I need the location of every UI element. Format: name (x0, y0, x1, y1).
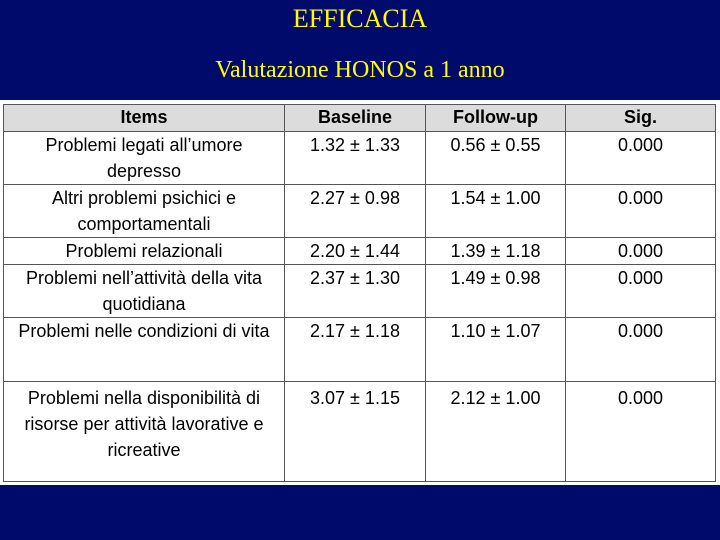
table-row (4, 318, 716, 382)
table-row (4, 382, 716, 482)
column-header-follow-up: Follow-up (426, 105, 566, 132)
column-header-items: Items (4, 105, 285, 132)
column-header-sig: Sig. (566, 105, 716, 132)
table-row (4, 132, 716, 185)
table-row (4, 238, 716, 265)
table-row (4, 265, 716, 318)
item-cell: Problemi nelle condizioni di vita (4, 318, 285, 382)
sig-cell: 0.000 (566, 382, 716, 482)
baseline-cell: 1.32 ± 1.33 (285, 132, 426, 185)
sig-cell: 0.000 (566, 318, 716, 382)
baseline-cell: 2.27 ± 0.98 (285, 185, 426, 238)
table-header-row (4, 105, 716, 132)
item-cell: Problemi nell’attività della vita quotidiana (4, 265, 285, 318)
column-header-baseline: Baseline (285, 105, 426, 132)
slide-subtitle: Valutazione HONOS a 1 anno (215, 57, 505, 83)
follow-up-cell: 1.10 ± 1.07 (426, 318, 566, 382)
sig-cell: 0.000 (566, 265, 716, 318)
item-cell: Altri problemi psichici e comportamentali (4, 185, 285, 238)
follow-up-cell: 1.39 ± 1.18 (426, 238, 566, 265)
baseline-cell: 2.37 ± 1.30 (285, 265, 426, 318)
table-panel (0, 100, 720, 485)
sig-cell: 0.000 (566, 185, 716, 238)
follow-up-cell: 0.56 ± 0.55 (426, 132, 566, 185)
honos-table (3, 104, 716, 482)
baseline-cell: 2.20 ± 1.44 (285, 238, 426, 265)
baseline-cell: 3.07 ± 1.15 (285, 382, 426, 482)
sig-cell: 0.000 (566, 238, 716, 265)
sig-cell: 0.000 (566, 132, 716, 185)
follow-up-cell: 2.12 ± 1.00 (426, 382, 566, 482)
table-row (4, 185, 716, 238)
item-cell: Problemi nella disponibilità di risorse per attività lavorative e ricreative (4, 382, 285, 482)
item-cell: Problemi legati all’umore depresso (4, 132, 285, 185)
follow-up-cell: 1.49 ± 0.98 (426, 265, 566, 318)
item-cell: Problemi relazionali (4, 238, 285, 265)
follow-up-cell: 1.54 ± 1.00 (426, 185, 566, 238)
baseline-cell: 2.17 ± 1.18 (285, 318, 426, 382)
slide-title: EFFICACIA (292, 4, 428, 33)
